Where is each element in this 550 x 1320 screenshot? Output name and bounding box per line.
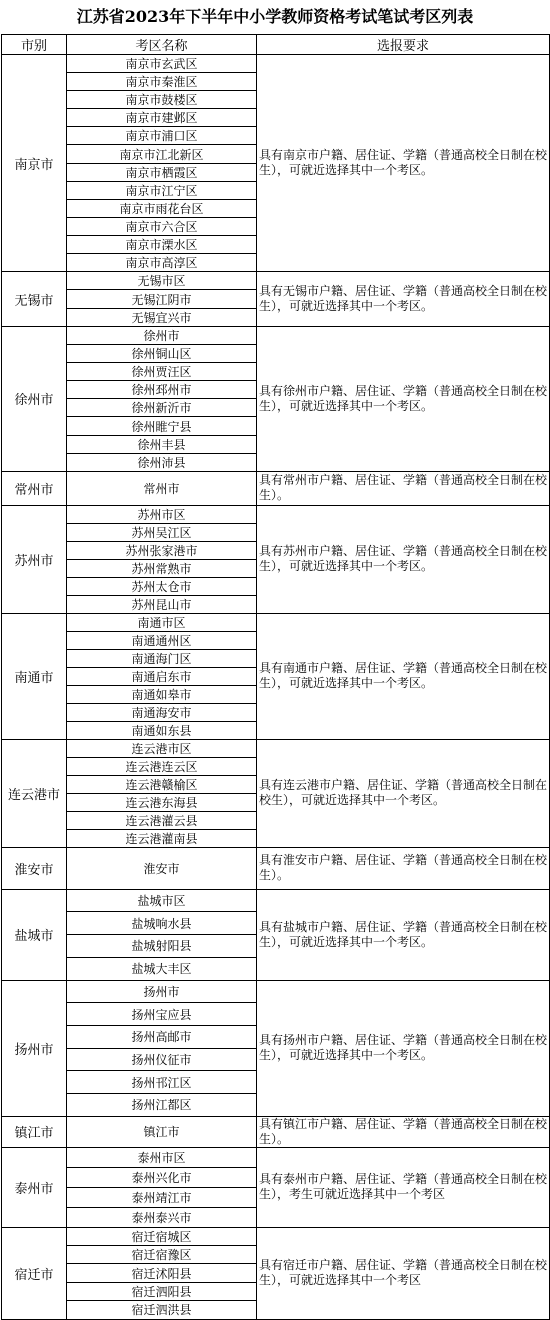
district-cell: 南通海安市 — [67, 703, 257, 721]
district-cell: 扬州市 — [67, 980, 257, 1003]
district-cell: 南京市玄武区 — [67, 55, 257, 73]
header-district: 考区名称 — [67, 35, 257, 55]
district-cell: 南京市江宁区 — [67, 181, 257, 199]
district-cell: 南京市建邺区 — [67, 109, 257, 127]
city-cell: 苏州市 — [2, 505, 67, 613]
district-cell: 南通启东市 — [67, 667, 257, 685]
city-cell: 宿迁市 — [2, 1227, 67, 1319]
district-cell: 南京市六合区 — [67, 217, 257, 235]
header-requirement: 选报要求 — [257, 35, 550, 55]
district-cell: 宿迁宿城区 — [67, 1227, 257, 1245]
city-cell: 泰州市 — [2, 1147, 67, 1227]
district-cell: 徐州邳州市 — [67, 381, 257, 399]
district-cell: 南通海门区 — [67, 649, 257, 667]
district-cell: 苏州太仓市 — [67, 577, 257, 595]
table-row — [2, 327, 550, 345]
district-cell: 盐城大丰区 — [67, 957, 257, 980]
requirement-cell: 具有扬州市户籍、居住证、学籍（普通高校全日制在校生），可就近选择其中一个考区。 — [257, 980, 550, 1116]
district-cell: 南京市雨花台区 — [67, 199, 257, 217]
district-cell: 南京市溧水区 — [67, 235, 257, 253]
district-cell: 扬州邗江区 — [67, 1071, 257, 1094]
district-cell: 扬州仪征市 — [67, 1048, 257, 1071]
district-cell: 宿迁宿豫区 — [67, 1246, 257, 1264]
district-cell: 连云港连云区 — [67, 757, 257, 775]
district-cell: 宿迁泗洪县 — [67, 1301, 257, 1319]
city-cell: 常州市 — [2, 471, 67, 505]
city-cell: 盐城市 — [2, 889, 67, 980]
district-cell: 南京市浦口区 — [67, 127, 257, 145]
requirement-cell: 具有泰州市户籍、居住证、学籍（普通高校全日制在校生），考生可就近选择其中一个考区 — [257, 1147, 550, 1227]
city-cell: 徐州市 — [2, 327, 67, 472]
district-cell: 盐城射阳县 — [67, 935, 257, 958]
district-cell: 扬州高邮市 — [67, 1025, 257, 1048]
district-cell: 徐州铜山区 — [67, 345, 257, 363]
city-cell: 扬州市 — [2, 980, 67, 1116]
district-cell: 盐城响水县 — [67, 912, 257, 935]
district-cell: 无锡市区 — [67, 272, 257, 290]
district-cell: 苏州张家港市 — [67, 541, 257, 559]
district-cell: 连云港市区 — [67, 739, 257, 757]
header-city: 市别 — [2, 35, 67, 55]
district-cell: 常州市 — [67, 471, 257, 505]
district-cell: 宿迁泗阳县 — [67, 1282, 257, 1300]
district-cell: 徐州睢宁县 — [67, 417, 257, 435]
district-cell: 徐州沛县 — [67, 453, 257, 471]
district-cell: 连云港赣榆区 — [67, 775, 257, 793]
requirement-cell: 具有镇江市户籍、居住证、学籍（普通高校全日制在校生）。 — [257, 1116, 550, 1147]
district-cell: 泰州市区 — [67, 1147, 257, 1167]
district-cell: 南京市栖霞区 — [67, 163, 257, 181]
district-cell: 徐州丰县 — [67, 435, 257, 453]
district-cell: 南通如皋市 — [67, 685, 257, 703]
district-cell: 无锡宜兴市 — [67, 308, 257, 326]
table-row — [2, 55, 550, 73]
district-cell: 扬州宝应县 — [67, 1003, 257, 1026]
district-cell: 连云港灌云县 — [67, 811, 257, 829]
district-cell: 淮安市 — [67, 847, 257, 889]
district-cell: 泰州泰兴市 — [67, 1207, 257, 1227]
table-row — [2, 1116, 550, 1147]
page-title: 江苏省2023年下半年中小学教师资格考试笔试考区列表 — [76, 7, 474, 26]
city-cell: 淮安市 — [2, 847, 67, 889]
district-cell: 盐城市区 — [67, 889, 257, 912]
district-cell: 徐州贾汪区 — [67, 363, 257, 381]
district-cell: 扬州江都区 — [67, 1093, 257, 1116]
requirement-cell: 具有宿迁市户籍、居住证、学籍（普通高校全日制在校生），可就近选择其中一个考区 — [257, 1227, 550, 1319]
requirement-cell: 具有南通市户籍、居住证、学籍（普通高校全日制在校生），可就近选择其中一个考区。 — [257, 613, 550, 739]
district-cell: 连云港东海县 — [67, 793, 257, 811]
table-row — [2, 505, 550, 523]
district-cell: 南通如东县 — [67, 721, 257, 739]
district-cell: 南京市江北新区 — [67, 145, 257, 163]
table-header-row — [2, 35, 550, 55]
city-cell: 南通市 — [2, 613, 67, 739]
table-row — [2, 613, 550, 631]
requirement-cell: 具有常州市户籍、居住证、学籍（普通高校全日制在校生）。 — [257, 471, 550, 505]
district-cell: 苏州昆山市 — [67, 595, 257, 613]
requirement-cell: 具有徐州市户籍、居住证、学籍（普通高校全日制在校生），可就近选择其中一个考区。 — [257, 327, 550, 472]
district-cell: 苏州常熟市 — [67, 559, 257, 577]
requirement-cell: 具有南京市户籍、居住证、学籍（普通高校全日制在校生），可就近选择其中一个考区。 — [257, 55, 550, 272]
district-cell: 泰州兴化市 — [67, 1167, 257, 1187]
requirement-cell: 具有无锡市户籍、居住证、学籍（普通高校全日制在校生），可就近选择其中一个考区。 — [257, 272, 550, 327]
district-cell: 南京市秦淮区 — [67, 73, 257, 91]
district-cell: 宿迁沭阳县 — [67, 1264, 257, 1282]
requirement-cell: 具有苏州市户籍、居住证、学籍（普通高校全日制在校生），可就近选择其中一个考区。 — [257, 505, 550, 613]
district-cell: 南通市区 — [67, 613, 257, 631]
table-row — [2, 980, 550, 1003]
city-cell: 连云港市 — [2, 739, 67, 847]
district-cell: 苏州吴江区 — [67, 523, 257, 541]
requirement-cell: 具有淮安市户籍、居住证、学籍（普通高校全日制在校生）。 — [257, 847, 550, 889]
district-cell: 泰州靖江市 — [67, 1187, 257, 1207]
city-cell: 南京市 — [2, 55, 67, 272]
district-cell: 连云港灌南县 — [67, 829, 257, 847]
table-row — [2, 272, 550, 290]
district-cell: 徐州新沂市 — [67, 399, 257, 417]
requirement-cell: 具有连云港市户籍、居住证、学籍（普通高校全日制在校生），可就近选择其中一个考区。 — [257, 739, 550, 847]
table-body — [2, 55, 550, 1320]
district-cell: 南京市高淳区 — [67, 254, 257, 272]
table-row — [2, 1147, 550, 1167]
district-cell: 徐州市 — [67, 327, 257, 345]
exam-area-table — [1, 34, 550, 1320]
table-row — [2, 889, 550, 912]
district-cell: 南通通州区 — [67, 631, 257, 649]
district-cell: 苏州市区 — [67, 505, 257, 523]
district-cell: 无锡江阴市 — [67, 290, 257, 308]
district-cell: 南京市鼓楼区 — [67, 91, 257, 109]
table-row — [2, 739, 550, 757]
city-cell: 无锡市 — [2, 272, 67, 327]
table-row — [2, 1227, 550, 1245]
city-cell: 镇江市 — [2, 1116, 67, 1147]
district-cell: 镇江市 — [67, 1116, 257, 1147]
table-row — [2, 847, 550, 889]
table-row — [2, 471, 550, 505]
requirement-cell: 具有盐城市户籍、居住证、学籍（普通高校全日制在校生），可就近选择其中一个考区。 — [257, 889, 550, 980]
